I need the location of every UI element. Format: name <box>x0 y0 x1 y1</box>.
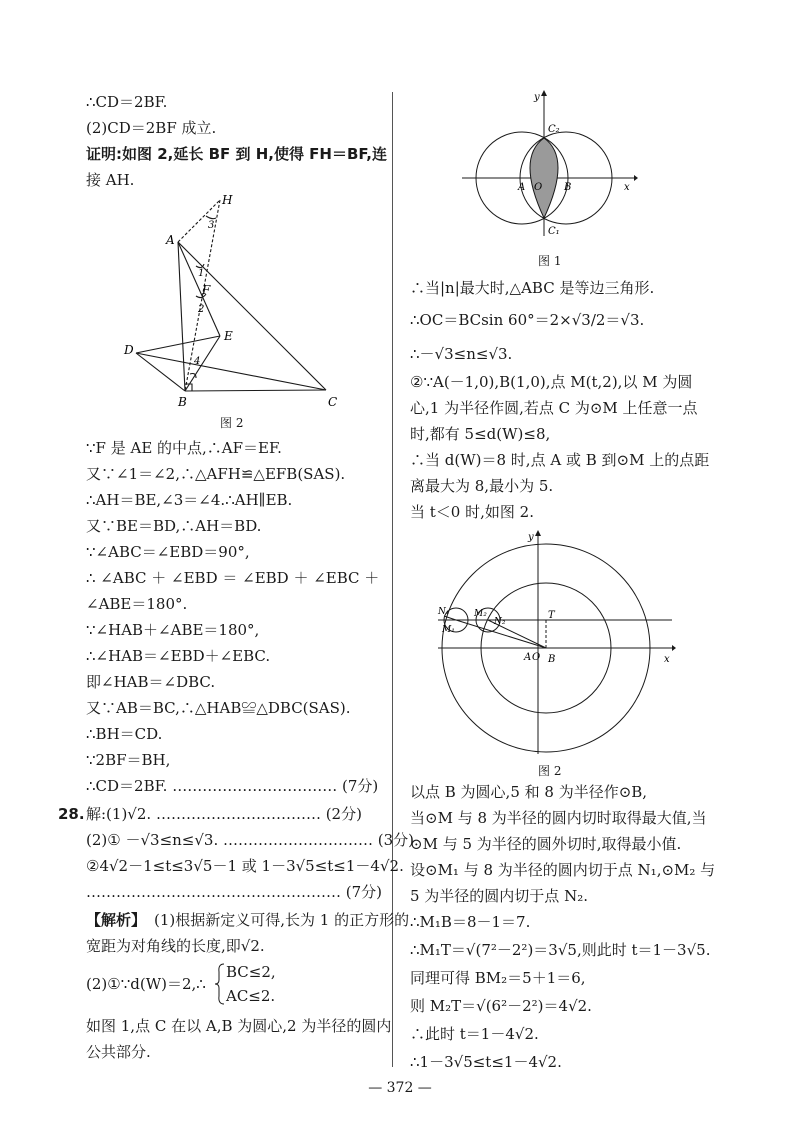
label: N₂ <box>494 617 506 627</box>
label: A <box>518 182 526 193</box>
label: C₁ <box>548 226 560 237</box>
text-line: 则 M₂T＝√(6²－2²)＝4√2. <box>410 997 592 1015</box>
segment-BC <box>185 390 326 391</box>
text-line: ②∵A(－1,0),B(1,0),点 M(t,2),以 M 为圆 <box>410 373 693 391</box>
text-line: 解:(1)√2. …………………………… (2分) <box>86 805 362 823</box>
text-line: ②4√2－1≤t≤3√5－1 或 1－3√5≤t≤1－4√2. <box>86 857 404 875</box>
label: C <box>328 395 338 409</box>
text-line: ∴ ∠ABC ＋ ∠EBD ＝ ∠EBD ＋ ∠EBC ＋ <box>86 569 380 587</box>
label: A <box>524 652 532 663</box>
text-line: (2)①∵d(W)＝2,∴ <box>86 975 206 993</box>
text-line: ∴－√3≤n≤√3. <box>410 345 513 363</box>
y-arrow <box>541 90 547 96</box>
text-line: (1)根据新定义可得,长为 1 的正方形的 <box>154 911 410 929</box>
text-line: 当 t＜0 时,如图 2. <box>410 503 534 521</box>
text-line: 又∵∠1＝∠2,∴△AFH≌△EFB(SAS). <box>86 465 346 483</box>
text-line: 心,1 为半径作圆,若点 C 为⊙M 上任意一点 <box>410 399 698 417</box>
text-line: 以点 B 为圆心,5 和 8 为半径作⊙B, <box>410 783 648 801</box>
page-number: — 372 — <box>368 1080 432 1096</box>
label: M₁ <box>442 625 455 635</box>
segment-DB <box>136 353 185 391</box>
angle-3-mark <box>206 216 216 219</box>
text-line: 又∵BE＝BD,∴AH＝BD. <box>86 517 262 535</box>
coordinate-figure-2 <box>436 528 676 758</box>
text-line: 设⊙M₁ 与 8 为半径的圆内切于点 N₁,⊙M₂ 与 <box>410 861 716 879</box>
x-arrow <box>672 645 676 651</box>
text-line: …………………………………………… (7分) <box>86 883 383 901</box>
text-line: (2)① －√3≤n≤√3. ………………………… (3分) <box>86 831 415 849</box>
brace-symbol <box>214 962 226 1006</box>
text-line: ∴当|n|最大时,△ABC 是等边三角形. <box>410 279 655 297</box>
text-line: 公共部分. <box>86 1043 151 1061</box>
figure-caption: 图 2 <box>538 764 562 778</box>
geometry-figure-2 <box>116 194 376 409</box>
label: 1 <box>198 268 205 279</box>
text-line: ∵∠HAB＋∠ABE＝180°, <box>86 621 260 639</box>
analysis-tag: 【解析】 <box>86 911 147 929</box>
segment-AE <box>178 242 220 336</box>
label: O <box>532 652 541 663</box>
x-arrow <box>634 175 638 181</box>
text-line: ∵F 是 AE 的中点,∴AF＝EF. <box>86 439 282 457</box>
text-line: 5 为半径的圆内切于点 N₂. <box>410 887 588 905</box>
text-line: ∴当 d(W)＝8 时,点 A 或 B 到⊙M 上的点距 <box>410 451 710 469</box>
label: D <box>124 343 134 357</box>
text-line: 接 AH. <box>86 171 135 189</box>
text-line: ⊙M 与 5 为半径的圆外切时,取得最小值. <box>410 835 682 853</box>
label: H <box>222 194 233 207</box>
segment-AB <box>178 242 185 391</box>
text-line: ∴此时 t＝1－4√2. <box>410 1025 539 1043</box>
label: F <box>202 283 211 297</box>
text-line: 同理可得 BM₂＝5＋1＝6, <box>410 969 586 987</box>
text-line: AC≤2. <box>226 987 276 1005</box>
label: x <box>624 182 630 193</box>
label: C₂ <box>548 124 560 135</box>
text-line: ∴M₁T＝√(7²－2²)＝3√5,则此时 t＝1－3√5. <box>410 941 711 959</box>
label: N₁ <box>438 607 450 617</box>
text-line: ∴CD＝2BF. …………………………… (7分) <box>86 777 379 795</box>
text-line: BC≤2, <box>226 963 276 981</box>
text-line: (2)CD＝2BF 成立. <box>86 119 217 137</box>
text-line: ∴M₁B＝8－1＝7. <box>410 913 531 931</box>
segment-DE <box>136 336 220 353</box>
label: 3 <box>208 220 215 231</box>
text-line: 当⊙M 与 8 为半径的圆内切时取得最大值,当 <box>410 809 707 827</box>
text-line: ∴1－3√5≤t≤1－4√2. <box>410 1053 562 1071</box>
label: x <box>664 654 670 665</box>
label: B <box>564 182 572 193</box>
label: E <box>224 329 233 343</box>
text-line: ∴OC＝BCsin 60°＝2×√3/2＝√3. <box>410 311 645 329</box>
label: O <box>534 182 543 193</box>
text-line: 如图 1,点 C 在以 A,B 为圆心,2 为半径的圆内 <box>86 1017 392 1035</box>
text-line: ∵2BF＝BH, <box>86 751 171 769</box>
text-line: ∠ABE＝180°. <box>86 595 188 613</box>
figure-caption: 图 1 <box>538 254 562 268</box>
text-line: 时,都有 5≤d(W)≤8, <box>410 425 551 443</box>
label: B <box>178 395 187 409</box>
text-line: ∵∠ABC＝∠EBD＝90°, <box>86 543 250 561</box>
label: B <box>548 654 556 665</box>
figure-caption: 图 2 <box>220 416 244 430</box>
label: M₂ <box>474 609 487 619</box>
label: y <box>528 532 534 543</box>
label: A <box>166 233 175 247</box>
label: 4 <box>194 356 201 367</box>
y-arrow <box>535 530 541 536</box>
text-line: ∴AH＝BE,∠3＝∠4.∴AH∥EB. <box>86 491 293 509</box>
label: T <box>548 610 555 621</box>
segment-DC <box>136 353 326 390</box>
label: y <box>534 92 540 103</box>
text-line: 又∵AB＝BC,∴△HAB≌△DBC(SAS). <box>86 699 351 717</box>
text-line: ∴∠HAB＝∠EBD＋∠EBC. <box>86 647 271 665</box>
text-line: 即∠HAB＝∠DBC. <box>86 673 216 691</box>
coordinate-figure-1 <box>458 90 638 240</box>
text-line: ∴CD＝2BF. <box>86 93 168 111</box>
text-line: 宽距为对角线的长度,即√2. <box>86 937 265 955</box>
shaded-region <box>530 138 558 218</box>
label: 2 <box>198 304 205 315</box>
text-line: ∴BH＝CD. <box>86 725 163 743</box>
question-number: 28. <box>58 805 85 823</box>
text-line: 离最大为 8,最小为 5. <box>410 477 554 495</box>
text-line: 证明:如图 2,延长 BF 到 H,使得 FH＝BF,连 <box>86 145 387 163</box>
